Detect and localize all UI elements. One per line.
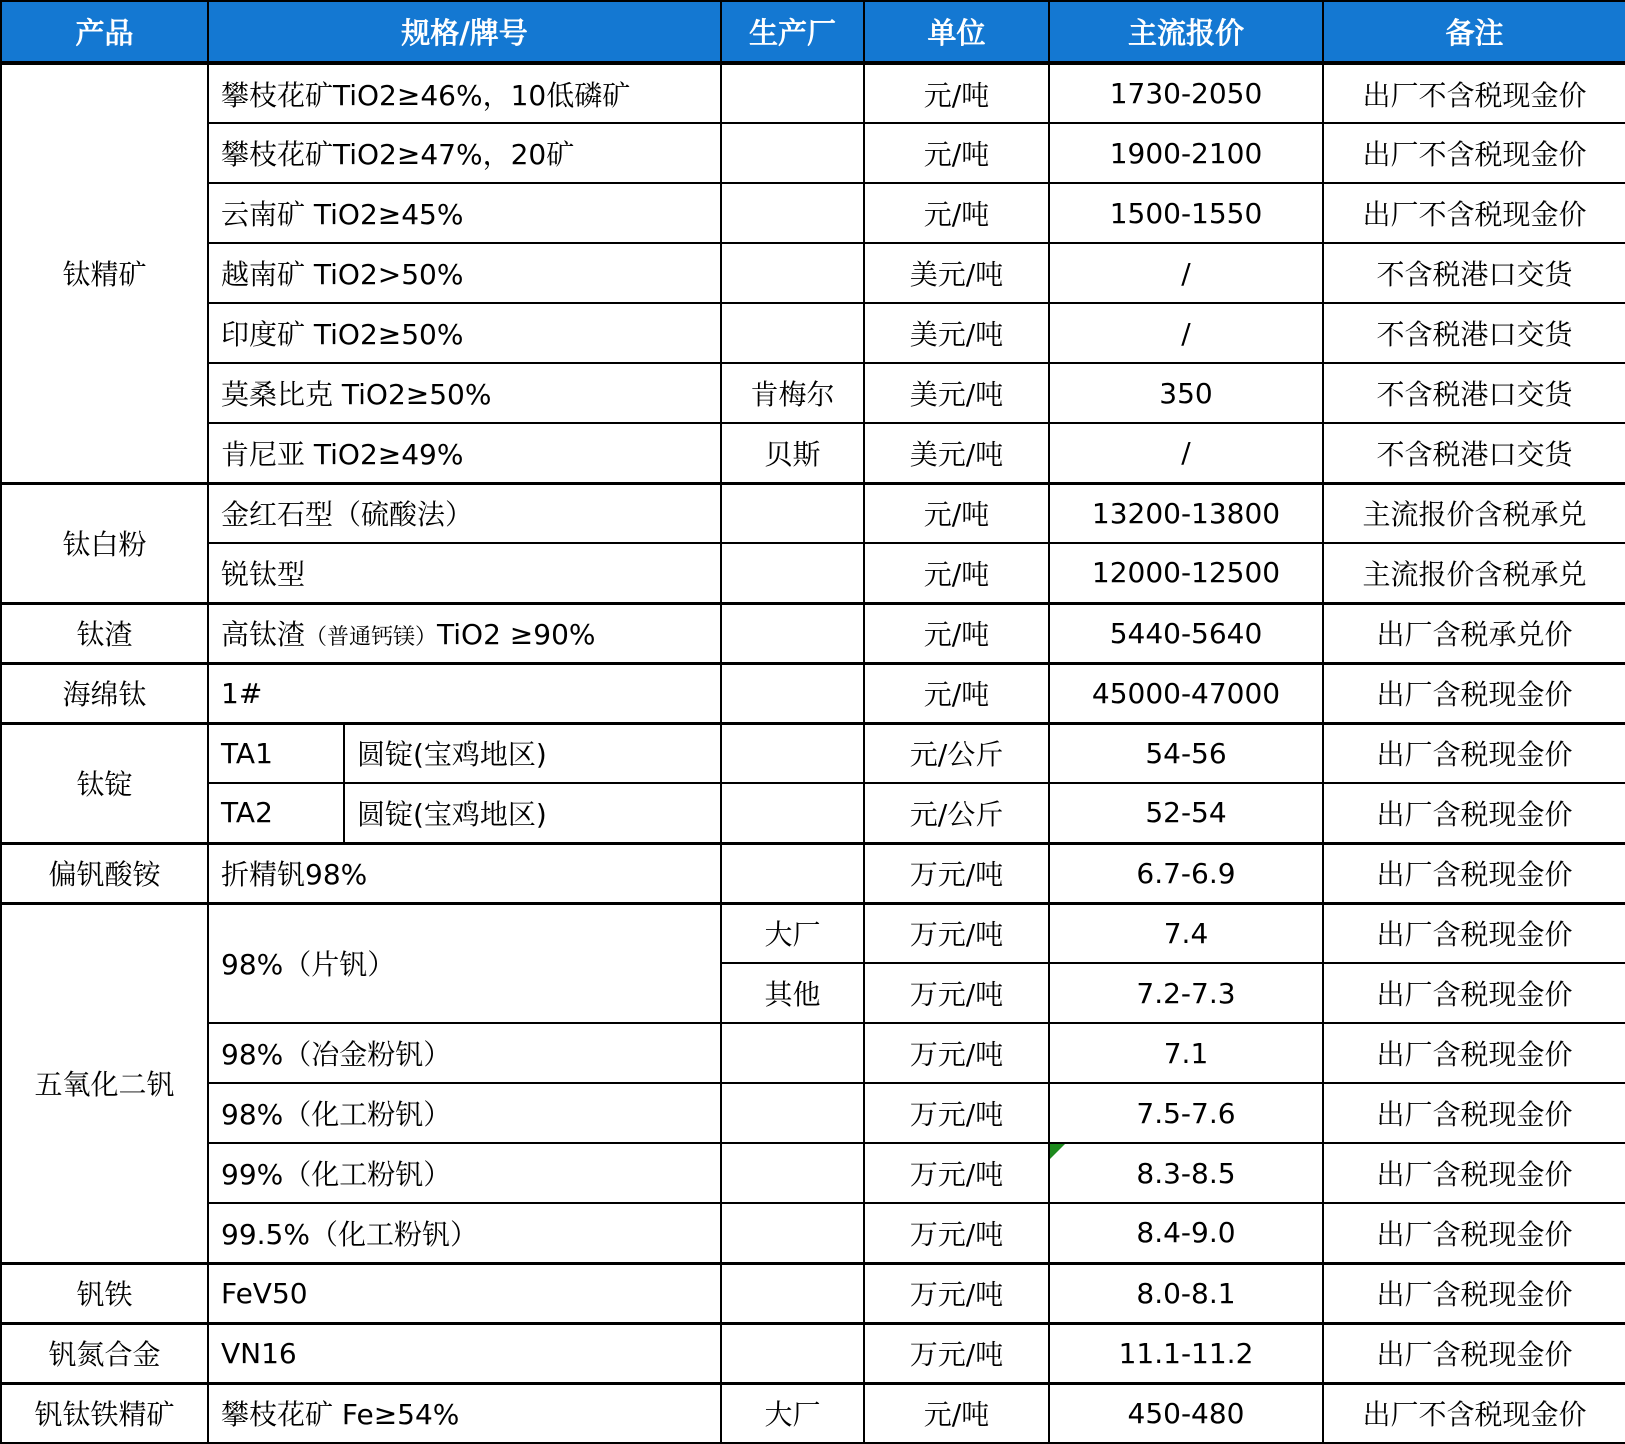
cell-unit: 元/吨: [864, 183, 1049, 243]
cell-unit: 元/吨: [864, 663, 1049, 723]
cell-note: 出厂不含税现金价: [1323, 1383, 1625, 1443]
cell-note: 出厂不含税现金价: [1323, 183, 1625, 243]
cell-product: 钛白粉: [1, 483, 208, 603]
cell-producer: [721, 1263, 864, 1323]
cell-unit: 元/公斤: [864, 783, 1049, 843]
cell-note: 不含税港口交货: [1323, 363, 1625, 423]
cell-producer: 大厂: [721, 1383, 864, 1443]
cell-note: 出厂含税现金价: [1323, 903, 1625, 963]
cell-note: 出厂含税现金价: [1323, 963, 1625, 1023]
cell-spec: 攀枝花矿 Fe≥54%: [208, 1383, 721, 1443]
table-row: [1, 483, 1625, 543]
cell-price: 45000-47000: [1049, 663, 1323, 723]
cell-spec-form: 圆锭(宝鸡地区): [344, 723, 721, 783]
cell-unit: 元/吨: [864, 123, 1049, 183]
table-row: [1, 303, 1625, 363]
cell-producer: [721, 1023, 864, 1083]
cell-unit: 元/公斤: [864, 723, 1049, 783]
header-product: 产品: [1, 1, 208, 63]
cell-note: 出厂含税承兑价: [1323, 603, 1625, 663]
cell-spec: 99%（化工粉钒）: [208, 1143, 721, 1203]
cell-price: 1730-2050: [1049, 63, 1323, 123]
cell-spec: 印度矿 TiO2≥50%: [208, 303, 721, 363]
cell-unit: 万元/吨: [864, 903, 1049, 963]
cell-spec: VN16: [208, 1323, 721, 1383]
cell-product: 五氧化二钒: [1, 903, 208, 1263]
cell-product: 钒钛铁精矿: [1, 1383, 208, 1443]
table-row: [1, 843, 1625, 903]
header-price: 主流报价: [1049, 1, 1323, 63]
cell-price: 7.2-7.3: [1049, 963, 1323, 1023]
cell-unit: 万元/吨: [864, 1263, 1049, 1323]
cell-note: 出厂含税现金价: [1323, 1083, 1625, 1143]
cell-producer: [721, 1203, 864, 1263]
cell-note: 出厂含税现金价: [1323, 1203, 1625, 1263]
cell-note: 出厂含税现金价: [1323, 723, 1625, 783]
cell-spec: 锐钛型: [208, 543, 721, 603]
cell-unit: 美元/吨: [864, 243, 1049, 303]
cell-unit: 美元/吨: [864, 363, 1049, 423]
table-row: [1, 663, 1625, 723]
cell-price: 1900-2100: [1049, 123, 1323, 183]
cell-product: 钛锭: [1, 723, 208, 843]
table-row: [1, 1383, 1625, 1443]
cell-note: 出厂含税现金价: [1323, 1023, 1625, 1083]
cell-producer: [721, 663, 864, 723]
cell-price: 8.4-9.0: [1049, 1203, 1323, 1263]
cell-product: 钛精矿: [1, 63, 208, 483]
table-row: [1, 1263, 1625, 1323]
header-producer: 生产厂: [721, 1, 864, 63]
spec-main-text: 高钛渣: [221, 618, 306, 651]
cell-producer: [721, 843, 864, 903]
table-row: [1, 183, 1625, 243]
table-row: [1, 903, 1625, 963]
cell-producer: 大厂: [721, 903, 864, 963]
cell-spec: 折精钒98%: [208, 843, 721, 903]
cell-producer: [721, 483, 864, 543]
cell-note: 出厂含税现金价: [1323, 843, 1625, 903]
cell-unit: 元/吨: [864, 1383, 1049, 1443]
cell-price: 350: [1049, 363, 1323, 423]
cell-note: 出厂含税现金价: [1323, 1263, 1625, 1323]
cell-price: 13200-13800: [1049, 483, 1323, 543]
cell-product: 钒铁: [1, 1263, 208, 1323]
cell-producer: [721, 1143, 864, 1203]
spec-main-text: TiO2 ≥90%: [437, 618, 596, 651]
cell-unit: 万元/吨: [864, 843, 1049, 903]
cell-product: 海绵钛: [1, 663, 208, 723]
header-spec: 规格/牌号: [208, 1, 721, 63]
cell-note: 不含税港口交货: [1323, 423, 1625, 483]
cell-producer: 肯梅尔: [721, 363, 864, 423]
cell-spec-grade: TA2: [208, 783, 344, 843]
cell-producer: 其他: [721, 963, 864, 1023]
cell-price: 7.4: [1049, 903, 1323, 963]
cell-note: 主流报价含税承兑: [1323, 483, 1625, 543]
cell-price: [1049, 1143, 1323, 1203]
cell-unit: 万元/吨: [864, 963, 1049, 1023]
cell-price: /: [1049, 243, 1323, 303]
table-row: [1, 1083, 1625, 1143]
cell-product: 钒氮合金: [1, 1323, 208, 1383]
cell-unit: 万元/吨: [864, 1323, 1049, 1383]
cell-spec: 98%（冶金粉钒）: [208, 1023, 721, 1083]
cell-note: 出厂含税现金价: [1323, 1323, 1625, 1383]
cell-price: 52-54: [1049, 783, 1323, 843]
cell-price: /: [1049, 303, 1323, 363]
cell-spec: 98%（化工粉钒）: [208, 1083, 721, 1143]
cell-producer: [721, 183, 864, 243]
table-row: [1, 783, 1625, 843]
cell-note: 出厂不含税现金价: [1323, 123, 1625, 183]
cell-note: 出厂含税现金价: [1323, 663, 1625, 723]
table-row: [1, 1323, 1625, 1383]
cell-spec: FeV50: [208, 1263, 721, 1323]
cell-spec: 金红石型（硫酸法）: [208, 483, 721, 543]
cell-producer: [721, 63, 864, 123]
cell-unit: 万元/吨: [864, 1083, 1049, 1143]
cell-producer: [721, 1083, 864, 1143]
table-row: [1, 63, 1625, 123]
table-row: [1, 1203, 1625, 1263]
table-row: [1, 423, 1625, 483]
cell-unit: 万元/吨: [864, 1143, 1049, 1203]
table-row: [1, 543, 1625, 603]
cell-producer: [721, 723, 864, 783]
cell-price: 5440-5640: [1049, 603, 1323, 663]
cell-spec: 1#: [208, 663, 721, 723]
cell-note: 出厂含税现金价: [1323, 783, 1625, 843]
cell-spec: 越南矿 TiO2>50%: [208, 243, 721, 303]
table-row: [1, 603, 1625, 663]
header-unit: 单位: [864, 1, 1049, 63]
cell-producer: [721, 543, 864, 603]
cell-unit: 美元/吨: [864, 423, 1049, 483]
cell-spec: 攀枝花矿TiO2≥46%，10低磷矿: [208, 63, 721, 123]
cell-price: 7.1: [1049, 1023, 1323, 1083]
cell-spec-grade: TA1: [208, 723, 344, 783]
cell-unit: 万元/吨: [864, 1023, 1049, 1083]
cell-price: 7.5-7.6: [1049, 1083, 1323, 1143]
header-note: 备注: [1323, 1, 1625, 63]
cell-product: 钛渣: [1, 603, 208, 663]
cell-price: 6.7-6.9: [1049, 843, 1323, 903]
cell-price: 12000-12500: [1049, 543, 1323, 603]
table-row: [1, 243, 1625, 303]
cell-note: 出厂不含税现金价: [1323, 63, 1625, 123]
cell-price: 54-56: [1049, 723, 1323, 783]
table-row: [1, 123, 1625, 183]
table-row: [1, 723, 1625, 783]
cell-price: 8.0-8.1: [1049, 1263, 1323, 1323]
cell-producer: [721, 783, 864, 843]
cell-spec: 99.5%（化工粉钒）: [208, 1203, 721, 1263]
cell-note: 出厂含税现金价: [1323, 1143, 1625, 1203]
cell-spec: 莫桑比克 TiO2≥50%: [208, 363, 721, 423]
cell-note: 主流报价含税承兑: [1323, 543, 1625, 603]
cell-price: 450-480: [1049, 1383, 1323, 1443]
cell-unit: 万元/吨: [864, 1203, 1049, 1263]
spec-small-text: （普通钙镁）: [305, 625, 438, 650]
cell-producer: [721, 303, 864, 363]
cell-unit: 美元/吨: [864, 303, 1049, 363]
table-row: [1, 1023, 1625, 1083]
cell-corner-flag-icon: [1050, 1144, 1065, 1159]
cell-producer: [721, 603, 864, 663]
cell-spec: 肯尼亚 TiO2≥49%: [208, 423, 721, 483]
cell-producer: 贝斯: [721, 423, 864, 483]
table-row: [1, 1143, 1625, 1203]
cell-note: 不含税港口交货: [1323, 303, 1625, 363]
cell-producer: [721, 1323, 864, 1383]
cell-spec-form: 圆锭(宝鸡地区): [344, 783, 721, 843]
price-text: 8.3-8.5: [1136, 1156, 1236, 1190]
cell-unit: 元/吨: [864, 63, 1049, 123]
cell-product: 偏钒酸铵: [1, 843, 208, 903]
cell-price: 1500-1550: [1049, 183, 1323, 243]
cell-note: 不含税港口交货: [1323, 243, 1625, 303]
cell-unit: 元/吨: [864, 543, 1049, 603]
cell-price: 11.1-11.2: [1049, 1323, 1323, 1383]
table-row: [1, 363, 1625, 423]
cell-spec: 云南矿 TiO2≥45%: [208, 183, 721, 243]
cell-spec: [208, 603, 721, 663]
cell-unit: 元/吨: [864, 603, 1049, 663]
header-row: [1, 1, 1625, 63]
cell-unit: 元/吨: [864, 483, 1049, 543]
cell-producer: [721, 123, 864, 183]
cell-producer: [721, 243, 864, 303]
cell-price: /: [1049, 423, 1323, 483]
cell-spec: 攀枝花矿TiO2≥47%，20矿: [208, 123, 721, 183]
cell-spec: 98%（片钒）: [208, 903, 721, 1023]
